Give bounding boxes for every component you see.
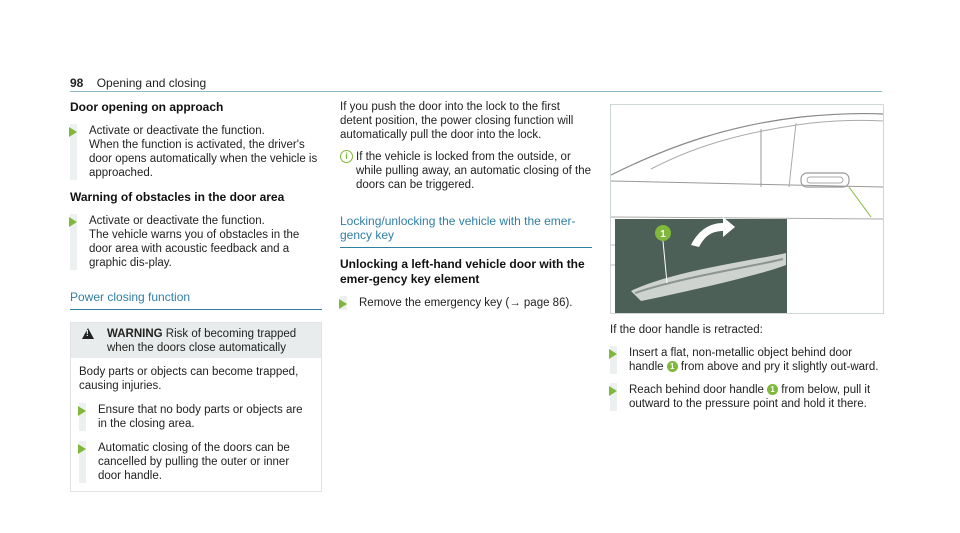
step-arrow-icon: [78, 406, 86, 416]
warning-step-2-text: Automatic closing of the doors can be cancelled by pulling the outer or inner door handle.: [98, 442, 290, 482]
info-note-icon: i: [340, 150, 353, 163]
warning-label: WARNING: [107, 328, 163, 340]
warning-box: [70, 322, 322, 492]
callout-1-icon: 1: [767, 384, 778, 395]
column-left: [70, 100, 322, 492]
door-opening-heading: Door opening on approach: [70, 100, 224, 114]
reach-behind-text-a: Reach behind door handle: [629, 384, 768, 396]
column-right-text: [610, 323, 882, 411]
obstacles-description: The vehicle warns you of obstacles in the door area with acoustic feedback and a graphic dis-play.: [89, 229, 300, 269]
image-callout-1: 1: [660, 229, 666, 240]
door-handle-illustration: [610, 104, 884, 314]
step-arrow-icon: [69, 127, 77, 137]
car-door-drawing: [611, 105, 883, 313]
reach-behind-text: [610, 383, 882, 411]
reach-behind-step: [610, 383, 882, 411]
door-opening-instruction: Activate or deactivate the function.: [89, 125, 265, 137]
unlock-door-heading: Unlocking a left-hand vehicle door with the emer-gency key element: [340, 257, 585, 286]
insert-object-text-b: from above and pry it slightly out-ward.: [677, 361, 879, 373]
step-arrow-icon: [609, 386, 617, 396]
section-title: Opening and closing: [96, 76, 207, 90]
warning-header: [71, 323, 321, 358]
step-arrow-icon: [339, 299, 347, 309]
header-rule: [70, 91, 882, 92]
reach-behind-text-b: from below, pull it outward to the pressure point and hold it there.: [629, 384, 871, 410]
obstacles-instruction: Activate or deactivate the function.: [89, 215, 265, 227]
warning-body: [71, 358, 321, 491]
warning-step-1: [79, 403, 313, 431]
obstacles-heading: Warning of obstacles in the door area: [70, 190, 285, 204]
warning-triangle-icon: [82, 328, 94, 339]
power-closing-title: Power closing function: [70, 290, 322, 310]
step-arrow-icon: [69, 217, 77, 227]
step-arrow-icon: [609, 349, 617, 359]
step-arrow-icon: [78, 444, 86, 454]
warning-title: Risk of becoming trapped when the doors close automatically: [107, 328, 297, 354]
callout-1-icon: 1: [667, 361, 678, 372]
handle-retracted-intro: If the door handle is retracted:: [610, 324, 763, 336]
page-number-line: [70, 76, 206, 90]
power-closing-intro: If you push the door into the lock to the first detent position, the power closing function will automatically pull the door into the lock.: [340, 101, 574, 141]
warning-step-2: [79, 441, 313, 483]
note-block: [340, 150, 592, 192]
door-opening-description: When the function is activated, the driver's door opens automatically when the vehicle is approached.: [89, 139, 318, 179]
insert-object-step: [610, 346, 882, 374]
emergency-key-title: Locking/unlocking the vehicle with the emer-gency key: [340, 214, 592, 248]
column-middle: [340, 100, 592, 310]
insert-object-text-a: Insert a flat, non-metallic object behind door handle: [629, 347, 853, 373]
obstacles-step: [70, 214, 322, 270]
warning-text: Body parts or objects can become trapped, causing injuries.: [79, 366, 299, 392]
door-opening-step: [70, 124, 322, 180]
insert-object-text: [610, 346, 882, 374]
page-number: 98: [70, 76, 84, 90]
note-text: If the vehicle is locked from the outside, or while pulling away, an automatic closing of the doors can be triggered.: [356, 151, 592, 191]
remove-key-text: Remove the emergency key (→ page 86).: [359, 297, 573, 309]
warning-step-1-text: Ensure that no body parts or objects are in the closing area.: [98, 404, 303, 430]
remove-key-step: [340, 296, 592, 310]
